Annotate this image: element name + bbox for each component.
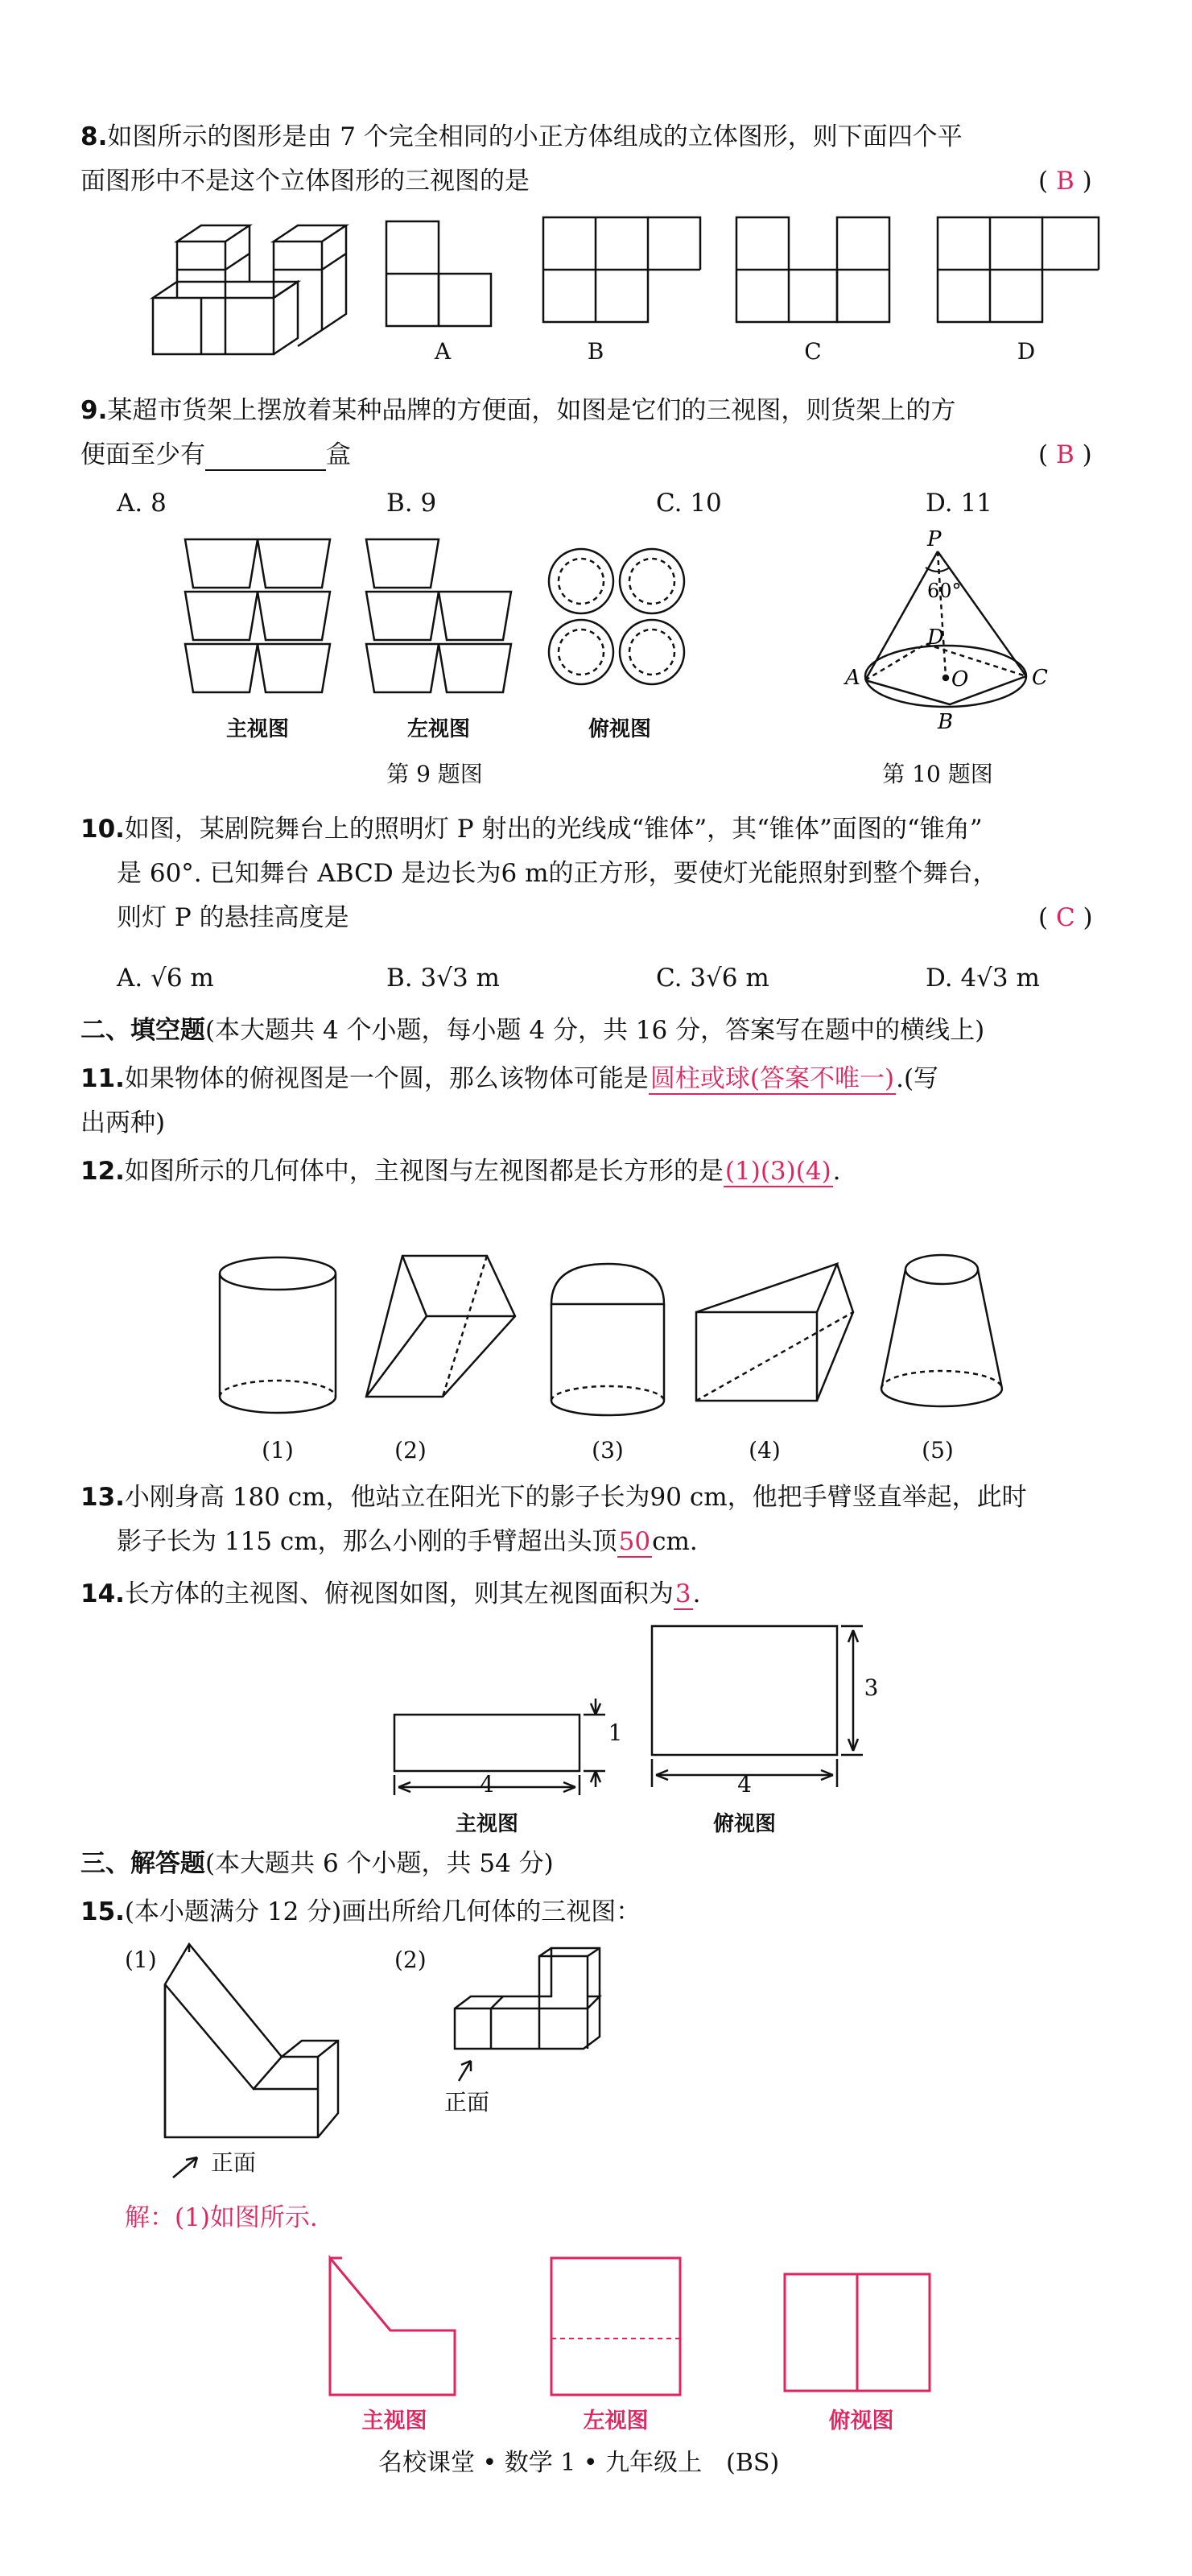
solution-front-view	[330, 2258, 459, 2399]
q10-choice-a: A. √6 m	[117, 964, 214, 993]
q10-line3: 则灯 P 的悬挂高度是	[117, 903, 349, 932]
q8-option-a-figure	[386, 221, 491, 326]
q14-label-top: 俯视图	[712, 1812, 776, 1836]
q8-option-b-figure	[543, 217, 700, 322]
q12-triangular-prism	[696, 1264, 857, 1409]
q8-option-c-figure	[736, 217, 889, 322]
q12-arch	[547, 1264, 668, 1417]
q10-label-a: A	[845, 666, 860, 690]
solution-label-left: 左视图	[583, 2409, 649, 2434]
page-footer: 名校课堂 • 数学 1 • 九年级上 (BS)	[378, 2449, 780, 2477]
solution-label-top: 俯视图	[828, 2409, 894, 2434]
q10-cone-figure	[845, 527, 1048, 734]
q9-choice-d: D. 11	[926, 489, 992, 518]
q14-top-view	[652, 1626, 861, 1787]
q9-answer: ( B )	[1038, 440, 1092, 469]
q15-sub2: (2)	[394, 1946, 427, 1973]
q10-line1: 10.如图，某剧院舞台上的照明灯 P 射出的光线成“锥体”，其“锥体”面图的“锥角”	[80, 815, 983, 844]
q15-solution: 解：(1)如图所示.	[125, 2203, 318, 2232]
q14-dim-width: 4	[480, 1771, 494, 1798]
q8-option-d-figure	[938, 217, 1099, 322]
q9-caption: 第 9 题图	[386, 761, 483, 787]
q14-front-view	[394, 1699, 604, 1803]
q9-top-view	[547, 547, 692, 692]
q10-caption: 第 10 题图	[882, 761, 993, 787]
q10-choice-d: D. 4√3 m	[926, 964, 1040, 993]
section-3-heading: 三、解答题(本大题共 6 个小题，共 54 分)	[80, 1849, 554, 1878]
q9-choice-b: B. 9	[386, 489, 437, 518]
q9-label-left: 左视图	[406, 717, 470, 741]
q9-line2: 便面至少有 盒	[80, 440, 351, 469]
q8-answer: ( B )	[1038, 167, 1092, 196]
q13-line1: 13.小刚身高 180 cm，他站立在阳光下的影子长为90 cm，他把手臂竖直举起，此时	[80, 1483, 1027, 1512]
q12-prism-slant	[366, 1256, 519, 1417]
q15-solid-2	[455, 1948, 616, 2093]
q8-line2: 面图形中不是这个立体图形的三视图的是	[80, 167, 530, 196]
q15-front-label-2: 正面	[443, 2089, 489, 2116]
q9-label-top: 俯视图	[588, 717, 651, 741]
q10-label-b: B	[938, 710, 954, 734]
q14-dim-width2: 4	[737, 1771, 752, 1798]
q8-option-a: A	[434, 338, 452, 365]
q9-choice-a: A. 8	[117, 489, 167, 518]
q9-choice-c: C. 10	[656, 489, 722, 518]
q11-line1: 11.如果物体的俯视图是一个圆，那么该物体可能是圆柱或球(答案不唯一).(写	[80, 1064, 939, 1093]
q12-frustum	[877, 1252, 1006, 1413]
q10-label-o: O	[951, 667, 969, 691]
q15-line: 15.(本小题满分 12 分)画出所给几何体的三视图：	[80, 1897, 641, 1926]
q12-label-4: (4)	[749, 1437, 781, 1463]
q12-label-3: (3)	[592, 1437, 624, 1463]
q10-line2: 是 60°. 已知舞台 ABCD 是边长为6 m的正方形，要使灯光能照射到整个舞台，	[117, 859, 998, 888]
q12-label-1: (1)	[262, 1437, 294, 1463]
q8-option-b: B	[587, 338, 604, 365]
q12-label-2: (2)	[394, 1437, 427, 1463]
q14-dim-height: 1	[608, 1719, 623, 1746]
q15-front-label-1: 正面	[210, 2149, 256, 2176]
q10-choice-c: C. 3√6 m	[656, 964, 769, 993]
q10-answer: ( C )	[1038, 903, 1093, 932]
q9-front-view	[185, 539, 330, 708]
q9-label-front: 主视图	[225, 717, 289, 741]
q14-dim-depth: 3	[864, 1674, 879, 1701]
q12-cylinder	[217, 1256, 338, 1417]
q13-line2: 影子长为 115 cm，那么小刚的手臂超出头顶50cm.	[117, 1527, 698, 1556]
q10-choice-b: B. 3√3 m	[386, 964, 500, 993]
q14-line: 14.长方体的主视图、俯视图如图，则其左视图面积为3.	[80, 1579, 701, 1608]
solution-top-view	[785, 2274, 934, 2395]
section-2-heading: 二、填空题(本大题共 4 个小题，每小题 4 分，共 16 分，答案写在题中的横线上)	[80, 1016, 985, 1045]
q10-label-c: C	[1032, 666, 1048, 690]
q10-label-angle: 60°	[927, 580, 962, 602]
q12-line: 12.如图所示的几何体中，主视图与左视图都是长方形的是(1)(3)(4).	[80, 1157, 841, 1186]
q15-solid-1	[165, 1944, 350, 2153]
q10-label-p: P	[927, 527, 942, 551]
q8-line1: 8.如图所示的图形是由 7 个完全相同的小正方体组成的立体图形，则下面四个平	[80, 122, 963, 151]
solution-left-view	[551, 2258, 684, 2399]
q14-label-front: 主视图	[455, 1812, 518, 1836]
q10-label-d: D	[927, 625, 944, 650]
q11-line2: 出两种)	[80, 1108, 166, 1137]
q9-left-view	[366, 539, 511, 708]
q12-label-5: (5)	[922, 1437, 954, 1463]
q9-line1: 9.某超市货架上摆放着某种品牌的方便面，如图是它们的三视图，则货架上的方	[80, 396, 956, 425]
solution-label-front: 主视图	[361, 2409, 427, 2434]
q15-sub1: (1)	[125, 1946, 157, 1973]
q8-cube-figure	[153, 233, 362, 370]
q8-option-d: D	[1017, 338, 1036, 365]
q8-option-c: C	[804, 338, 822, 365]
